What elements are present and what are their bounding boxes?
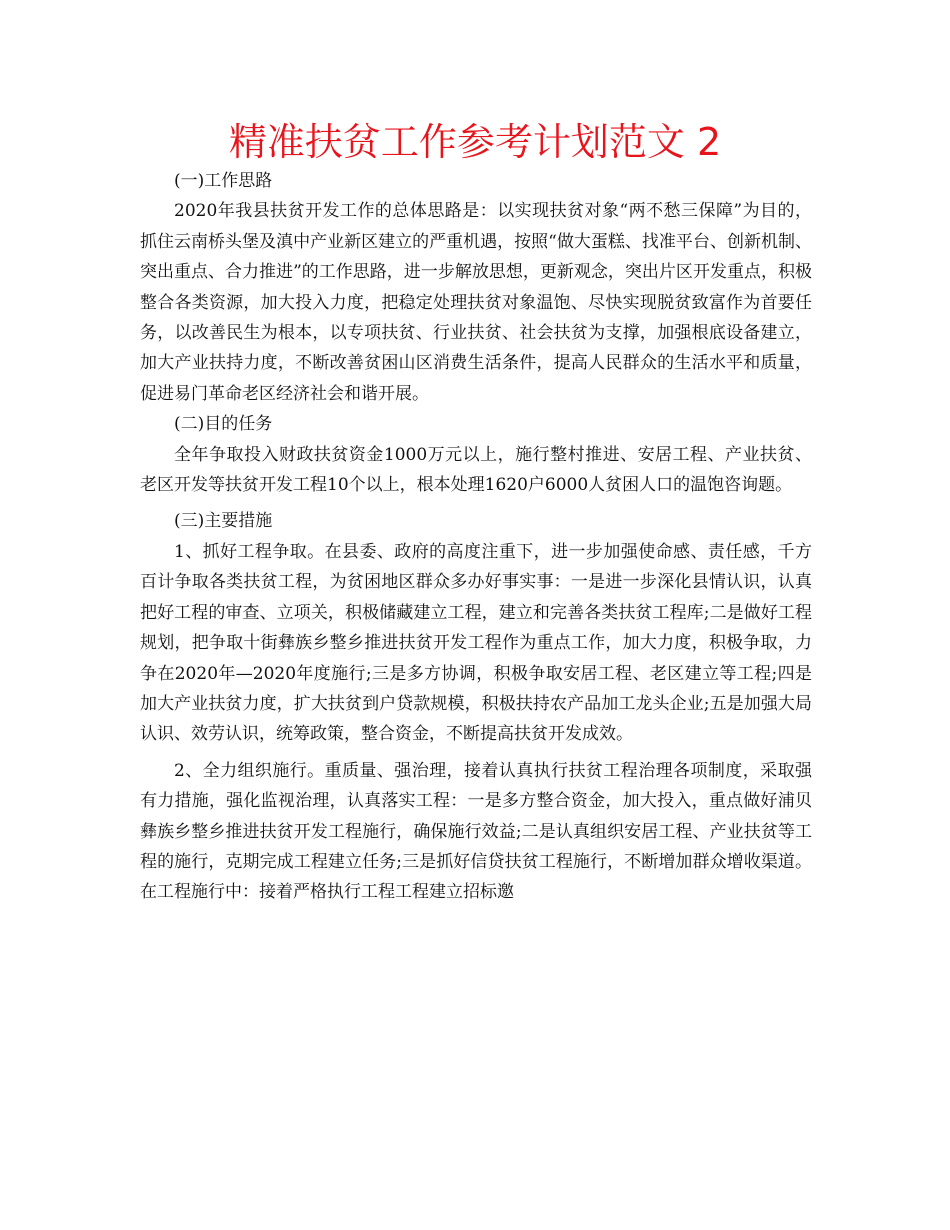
section-heading-goals: (二)目的任务 — [174, 414, 273, 435]
paragraph-overall-approach: 2020年我县扶贫开发工作的总体思路是：以实现扶贫对象“两不愁三保障”为目的，抓住云南桥头堡及滇中产业新区建立的严重机遇，按照“做大蛋糕、找准平台、创新机制、突出重点、合力推进”的工作思路，进一步解放思想，更新观念，突出片区开发重点，积极整合各类资源，加大投入力度，把稳定处理扶贫对象温饱、尽快实现脱贫致富作为首要任务，以改善民生为根本，以专项扶贫、行业扶贫、社会扶贫为支撑，加强根底设备建立，加大产业扶持力度，不断改善贫困山区消费生活条件，提高人民群众的生活水平和质量，促进易门革命老区经济社会和谐开展。 — [140, 201, 812, 404]
paragraph-measure-1: 1、抓好工程争取。在县委、政府的高度注重下，进一步加强使命感、责任感，千方百计争取各类扶贫工程，为贫困地区群众多办好事实事：一是进一步深化县情认识，认真把好工程的审查、立项关，积极储藏建立工程，建立和完善各类扶贫工程库;二是做好工程规划，把争取十街彝族乡整乡推进扶贫开发工程作为重点工作，加大力度，积极争取，力争在2020年—2020年度施行;三是多方协调，积极争取安居工程、老区建立等工程;四是加大产业扶贫力度，扩大扶贫到户贷款规模，积极扶持农产品加工龙头企业;五是加强大局认识、效劳认识，统筹政策，整合资金，不断提高扶贫开发成效。 — [140, 541, 812, 745]
section-heading-measures: (三)主要措施 — [174, 511, 273, 532]
document-title: 精准扶贫工作参考计划范文 2 — [228, 120, 722, 164]
document-body — [140, 166, 812, 908]
paragraph-goals: 全年争取投入财政扶贫资金1000万元以上，施行整村推进、安居工程、产业扶贫、老区开发等扶贫开发工程10个以上，根本处理1620户6000人贫困人口的温饱咨询题。 — [140, 444, 812, 496]
paragraph-measure-2: 2、全力组织施行。重质量、强治理，接着认真执行扶贫工程治理各项制度，采取强有力措施，强化监视治理，认真落实工程：一是多方整合资金，加大投入，重点做好浦贝彝族乡整乡推进扶贫开发工程施行，确保施行效益;二是认真组织安居工程、产业扶贫等工程的施行，克期完成工程建立任务;三是抓好信贷扶贫工程施行，不断增加群众增收渠道。在工程施行中：接着严格执行工程工程建立招标邀 — [140, 760, 812, 903]
section-heading-work-approach: (一)工作思路 — [174, 171, 273, 191]
